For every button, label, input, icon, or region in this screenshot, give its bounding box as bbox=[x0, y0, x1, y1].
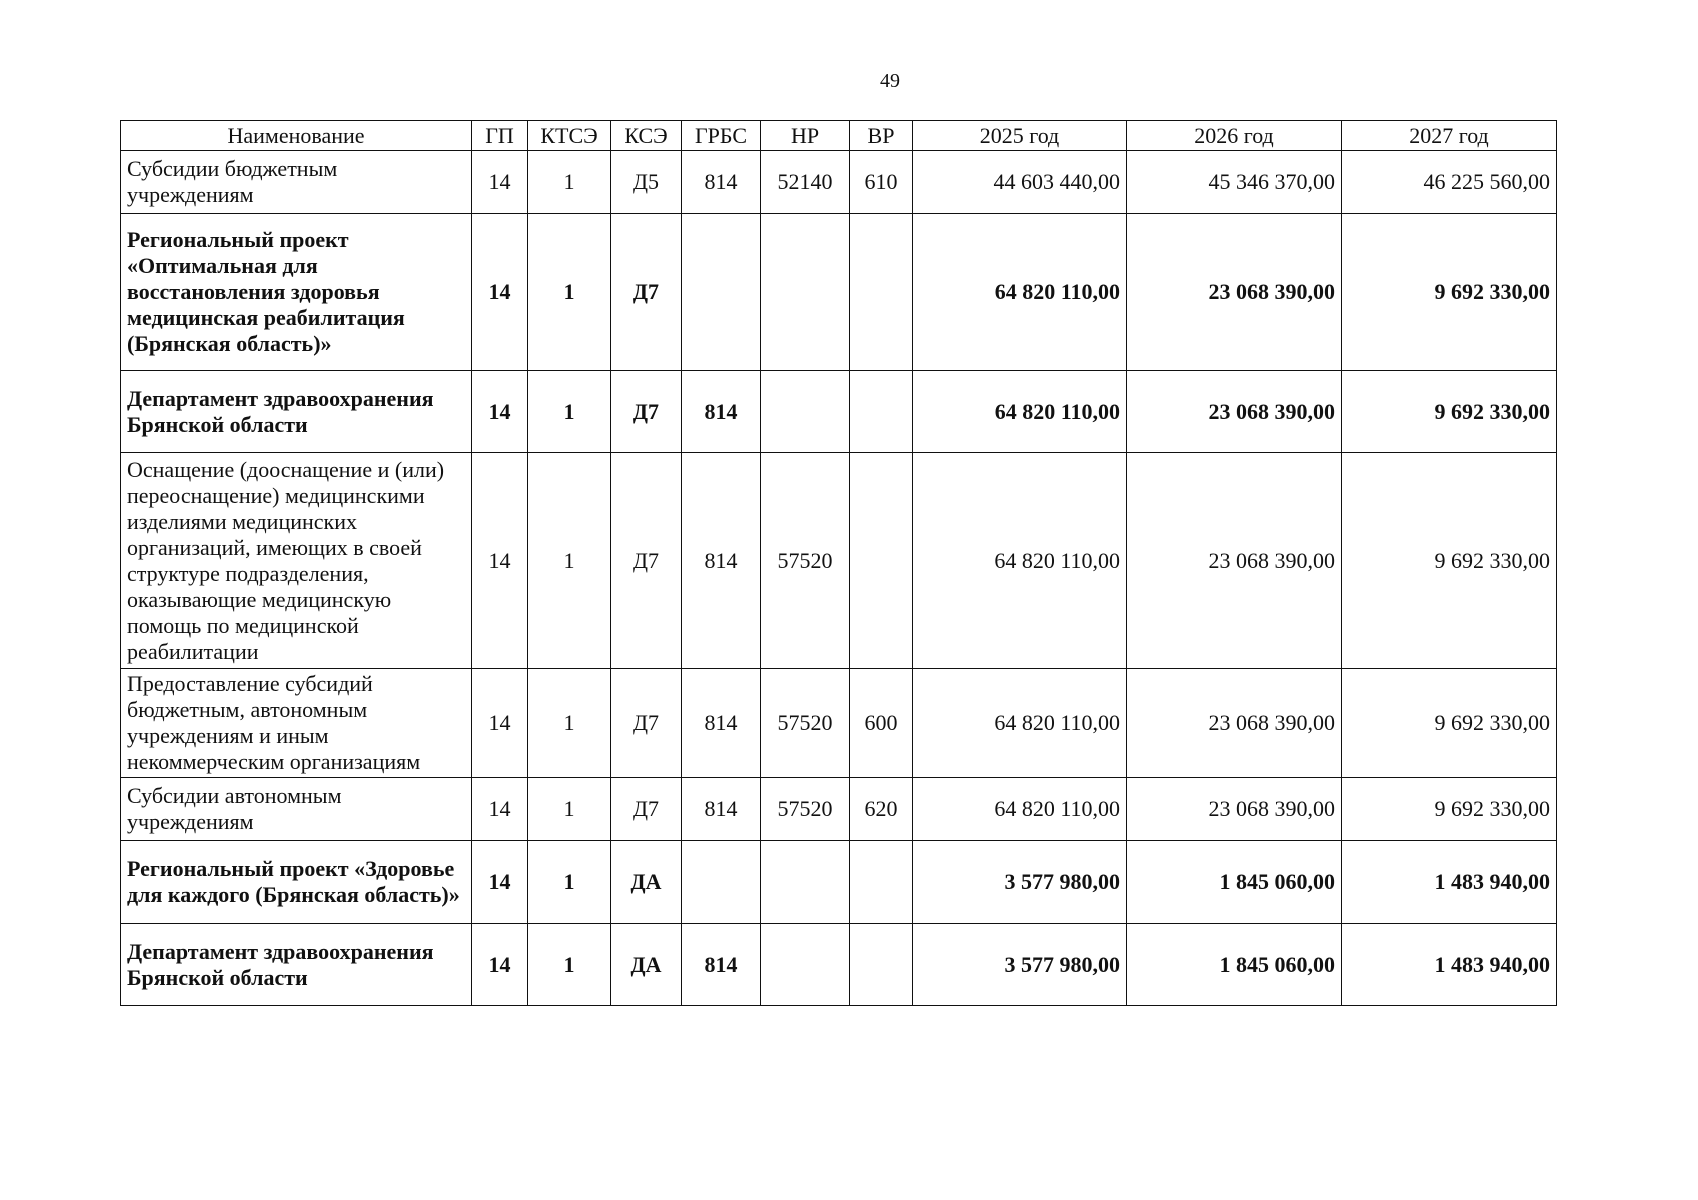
row-2025: 3 577 980,00 bbox=[913, 924, 1127, 1006]
row-nr bbox=[761, 214, 850, 371]
table-row bbox=[121, 669, 1557, 778]
row-2026: 45 346 370,00 bbox=[1127, 151, 1342, 214]
row-gp: 14 bbox=[472, 214, 528, 371]
row-2025: 3 577 980,00 bbox=[913, 841, 1127, 924]
row-grbs: 814 bbox=[682, 669, 761, 778]
row-kse: Д5 bbox=[611, 151, 682, 214]
row-2027: 9 692 330,00 bbox=[1342, 453, 1557, 669]
row-ktse: 1 bbox=[528, 214, 611, 371]
page-number: 49 bbox=[880, 70, 900, 92]
row-grbs bbox=[682, 214, 761, 371]
row-2026: 23 068 390,00 bbox=[1127, 371, 1342, 453]
header-2027: 2027 год bbox=[1342, 121, 1557, 151]
row-gp: 14 bbox=[472, 371, 528, 453]
row-2025: 44 603 440,00 bbox=[913, 151, 1127, 214]
row-2027: 1 483 940,00 bbox=[1342, 924, 1557, 1006]
row-2025: 64 820 110,00 bbox=[913, 371, 1127, 453]
table-row bbox=[121, 778, 1557, 841]
row-nr bbox=[761, 371, 850, 453]
row-2025: 64 820 110,00 bbox=[913, 669, 1127, 778]
table-row bbox=[121, 214, 1557, 371]
header-name: Наименование bbox=[121, 121, 472, 151]
row-ktse: 1 bbox=[528, 371, 611, 453]
table-row bbox=[121, 841, 1557, 924]
row-2027: 46 225 560,00 bbox=[1342, 151, 1557, 214]
row-nr: 57520 bbox=[761, 778, 850, 841]
row-name: Субсидии автономным учреждениям bbox=[121, 778, 472, 841]
row-2026: 23 068 390,00 bbox=[1127, 214, 1342, 371]
row-grbs: 814 bbox=[682, 778, 761, 841]
table-row bbox=[121, 924, 1557, 1006]
table-row bbox=[121, 371, 1557, 453]
table-row bbox=[121, 453, 1557, 669]
row-2026: 23 068 390,00 bbox=[1127, 778, 1342, 841]
row-grbs: 814 bbox=[682, 371, 761, 453]
row-kse: Д7 bbox=[611, 371, 682, 453]
row-vr: 600 bbox=[850, 669, 913, 778]
row-2027: 9 692 330,00 bbox=[1342, 214, 1557, 371]
row-2026: 23 068 390,00 bbox=[1127, 669, 1342, 778]
row-2026: 1 845 060,00 bbox=[1127, 841, 1342, 924]
row-ktse: 1 bbox=[528, 151, 611, 214]
row-vr bbox=[850, 371, 913, 453]
row-nr bbox=[761, 924, 850, 1006]
row-2026: 23 068 390,00 bbox=[1127, 453, 1342, 669]
row-kse: Д7 bbox=[611, 214, 682, 371]
row-nr: 52140 bbox=[761, 151, 850, 214]
row-2026: 1 845 060,00 bbox=[1127, 924, 1342, 1006]
header-gp: ГП bbox=[472, 121, 528, 151]
row-name: Предоставление субсидий бюджетным, автономным учреждениям и иным некоммерческим организациям bbox=[121, 669, 472, 778]
row-grbs: 814 bbox=[682, 924, 761, 1006]
row-gp: 14 bbox=[472, 778, 528, 841]
row-name: Региональный проект «Здоровье для каждого (Брянская область)» bbox=[121, 841, 472, 924]
row-name: Оснащение (дооснащение и (или) переоснащение) медицинскими изделиями медицинских организаций, имеющих в своей структуре подразделения, оказывающие медицинскую помощь по медицинской реабилитации bbox=[121, 453, 472, 669]
row-kse: Д7 bbox=[611, 453, 682, 669]
header-ktse: КТСЭ bbox=[528, 121, 611, 151]
row-gp: 14 bbox=[472, 151, 528, 214]
row-gp: 14 bbox=[472, 453, 528, 669]
header-grbs: ГРБС bbox=[682, 121, 761, 151]
row-gp: 14 bbox=[472, 924, 528, 1006]
row-grbs: 814 bbox=[682, 151, 761, 214]
row-grbs bbox=[682, 841, 761, 924]
row-vr bbox=[850, 924, 913, 1006]
row-2027: 1 483 940,00 bbox=[1342, 841, 1557, 924]
header-vr: ВР bbox=[850, 121, 913, 151]
row-nr bbox=[761, 841, 850, 924]
table-header-row bbox=[121, 121, 1557, 151]
row-2025: 64 820 110,00 bbox=[913, 453, 1127, 669]
row-vr: 610 bbox=[850, 151, 913, 214]
row-gp: 14 bbox=[472, 669, 528, 778]
row-vr: 620 bbox=[850, 778, 913, 841]
header-2026: 2026 год bbox=[1127, 121, 1342, 151]
row-2025: 64 820 110,00 bbox=[913, 214, 1127, 371]
row-vr bbox=[850, 453, 913, 669]
row-kse: ДА bbox=[611, 924, 682, 1006]
row-kse: Д7 bbox=[611, 669, 682, 778]
header-kse: КСЭ bbox=[611, 121, 682, 151]
table-row bbox=[121, 151, 1557, 214]
row-2027: 9 692 330,00 bbox=[1342, 778, 1557, 841]
row-name: Департамент здравоохранения Брянской области bbox=[121, 924, 472, 1006]
row-grbs: 814 bbox=[682, 453, 761, 669]
row-ktse: 1 bbox=[528, 669, 611, 778]
row-gp: 14 bbox=[472, 841, 528, 924]
row-nr: 57520 bbox=[761, 453, 850, 669]
row-kse: ДА bbox=[611, 841, 682, 924]
row-ktse: 1 bbox=[528, 924, 611, 1006]
row-ktse: 1 bbox=[528, 453, 611, 669]
row-2025: 64 820 110,00 bbox=[913, 778, 1127, 841]
budget-table bbox=[120, 120, 1557, 1006]
row-vr bbox=[850, 214, 913, 371]
row-2027: 9 692 330,00 bbox=[1342, 669, 1557, 778]
header-2025: 2025 год bbox=[913, 121, 1127, 151]
row-2027: 9 692 330,00 bbox=[1342, 371, 1557, 453]
row-name: Региональный проект «Оптимальная для восстановления здоровья медицинская реабилитация (Брянская область)» bbox=[121, 214, 472, 371]
header-nr: НР bbox=[761, 121, 850, 151]
row-ktse: 1 bbox=[528, 841, 611, 924]
row-kse: Д7 bbox=[611, 778, 682, 841]
row-name: Департамент здравоохранения Брянской области bbox=[121, 371, 472, 453]
row-vr bbox=[850, 841, 913, 924]
row-name: Субсидии бюджетным учреждениям bbox=[121, 151, 472, 214]
row-nr: 57520 bbox=[761, 669, 850, 778]
row-ktse: 1 bbox=[528, 778, 611, 841]
